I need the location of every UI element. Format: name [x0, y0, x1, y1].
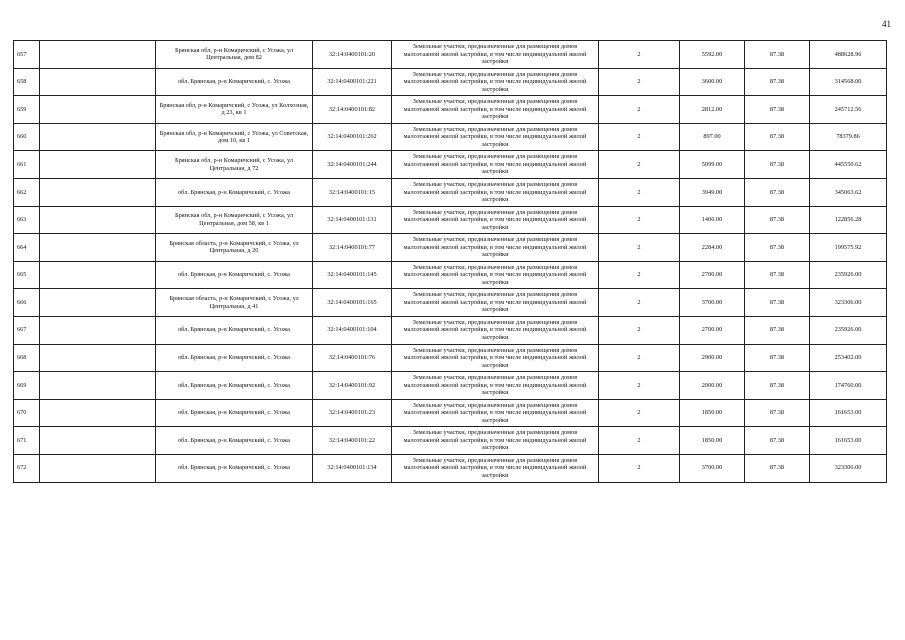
specific-value-cell: 87.38: [745, 68, 810, 96]
area-cell: 897.00: [680, 123, 745, 151]
spacer-cell: [40, 96, 156, 124]
address-cell: обл. Брянская, р-н Комаричский, с. Усожа: [156, 316, 313, 344]
area-cell: 3700.00: [680, 289, 745, 317]
cadastral-value-cell: 122856.28: [810, 206, 887, 234]
permitted-use-cell: Земельные участки, предназначенные для размещения домов малоэтажной жилой застройки, в том числе индивидуальной жилой застройки: [392, 206, 599, 234]
area-cell: 3600.00: [680, 68, 745, 96]
permitted-use-cell: Земельные участки, предназначенные для размещения домов малоэтажной жилой застройки, в том числе индивидуальной жилой застройки: [392, 96, 599, 124]
permitted-use-cell: Земельные участки, предназначенные для размещения домов малоэтажной жилой застройки, в том числе индивидуальной жилой застройки: [392, 151, 599, 179]
table-row: [14, 372, 887, 400]
permitted-use-cell: Земельные участки, предназначенные для размещения домов малоэтажной жилой застройки, в том числе индивидуальной жилой застройки: [392, 41, 599, 69]
cadastral-number-cell: 32:14:0400101:20: [313, 41, 392, 69]
row-number: 671: [14, 427, 40, 455]
specific-value-cell: 87.38: [745, 234, 810, 262]
area-cell: 3949.00: [680, 178, 745, 206]
row-number: 657: [14, 41, 40, 69]
cadastral-number-cell: 32:14:0400101:92: [313, 372, 392, 400]
table-row: [14, 234, 887, 262]
cadastral-number-cell: 32:14:0400101:221: [313, 68, 392, 96]
spacer-cell: [40, 234, 156, 262]
group-cell: 2: [599, 41, 680, 69]
permitted-use-cell: Земельные участки, предназначенные для размещения домов малоэтажной жилой застройки, в том числе индивидуальной жилой застройки: [392, 372, 599, 400]
group-cell: 2: [599, 316, 680, 344]
spacer-cell: [40, 454, 156, 482]
specific-value-cell: 87.38: [745, 206, 810, 234]
cadastral-value-cell: 78379.86: [810, 123, 887, 151]
permitted-use-cell: Земельные участки, предназначенные для размещения домов малоэтажной жилой застройки, в том числе индивидуальной жилой застройки: [392, 399, 599, 427]
cadastral-number-cell: 32:14:0400101:104: [313, 316, 392, 344]
cadastral-number-cell: 32:14:0400101:165: [313, 289, 392, 317]
address-cell: обл. Брянская, р-н Комаричский, с. Усожа: [156, 454, 313, 482]
cadastral-value-cell: 253402.00: [810, 344, 887, 372]
group-cell: 2: [599, 289, 680, 317]
specific-value-cell: 87.38: [745, 372, 810, 400]
address-cell: обл. Брянская, р-н Комаричский, с. Усожа: [156, 372, 313, 400]
cadastral-value-cell: 161653.00: [810, 427, 887, 455]
permitted-use-cell: Земельные участки, предназначенные для размещения домов малоэтажной жилой застройки, в том числе индивидуальной жилой застройки: [392, 454, 599, 482]
row-number: 660: [14, 123, 40, 151]
address-cell: обл. Брянская, р-н Комаричский, с. Усожа: [156, 178, 313, 206]
table-row: [14, 261, 887, 289]
cadastral-value-table: [13, 40, 887, 483]
address-cell: обл. Брянская, р-н Комаричский, с. Усожа: [156, 344, 313, 372]
permitted-use-cell: Земельные участки, предназначенные для размещения домов малоэтажной жилой застройки, в том числе индивидуальной жилой застройки: [392, 427, 599, 455]
cadastral-value-cell: 488628.96: [810, 41, 887, 69]
cadastral-number-cell: 32:14:0400101:244: [313, 151, 392, 179]
area-cell: 2000.00: [680, 372, 745, 400]
cadastral-number-cell: 32:14:0400101:134: [313, 454, 392, 482]
row-number: 658: [14, 68, 40, 96]
specific-value-cell: 87.38: [745, 41, 810, 69]
permitted-use-cell: Земельные участки, предназначенные для размещения домов малоэтажной жилой застройки, в том числе индивидуальной жилой застройки: [392, 316, 599, 344]
table-row: [14, 206, 887, 234]
row-number: 669: [14, 372, 40, 400]
group-cell: 2: [599, 372, 680, 400]
group-cell: 2: [599, 151, 680, 179]
table-body: [14, 41, 887, 483]
address-cell: Брянская обл, р-н Комаричский, с Усожа, ул Центральная, дом 58, кв 1: [156, 206, 313, 234]
address-cell: обл. Брянская, р-н Комаричский, с. Усожа: [156, 427, 313, 455]
group-cell: 2: [599, 96, 680, 124]
cadastral-number-cell: 32:14:0400101:262: [313, 123, 392, 151]
spacer-cell: [40, 41, 156, 69]
address-cell: обл. Брянская, р-н Комаричский, с. Усожа: [156, 399, 313, 427]
row-number: 662: [14, 178, 40, 206]
address-cell: Брянская обл, р-н Комаричский, с Усожа, ул Центральная, д 72: [156, 151, 313, 179]
address-cell: обл. Брянская, р-н Комаричский, с. Усожа: [156, 261, 313, 289]
group-cell: 2: [599, 68, 680, 96]
group-cell: 2: [599, 178, 680, 206]
group-cell: 2: [599, 206, 680, 234]
permitted-use-cell: Земельные участки, предназначенные для размещения домов малоэтажной жилой застройки, в том числе индивидуальной жилой застройки: [392, 234, 599, 262]
cadastral-value-cell: 314568.00: [810, 68, 887, 96]
group-cell: 2: [599, 344, 680, 372]
cadastral-value-cell: 245712.56: [810, 96, 887, 124]
table-row: [14, 454, 887, 482]
cadastral-value-cell: 445550.62: [810, 151, 887, 179]
specific-value-cell: 87.38: [745, 289, 810, 317]
specific-value-cell: 87.38: [745, 96, 810, 124]
area-cell: 2812.00: [680, 96, 745, 124]
cadastral-value-cell: 323306.00: [810, 454, 887, 482]
table-row: [14, 41, 887, 69]
specific-value-cell: 87.38: [745, 178, 810, 206]
cadastral-number-cell: 32:14:0400101:22: [313, 427, 392, 455]
area-cell: 2700.00: [680, 261, 745, 289]
group-cell: 2: [599, 427, 680, 455]
row-number: 672: [14, 454, 40, 482]
cadastral-value-cell: 174760.00: [810, 372, 887, 400]
table-row: [14, 399, 887, 427]
area-cell: 3700.00: [680, 454, 745, 482]
spacer-cell: [40, 206, 156, 234]
cadastral-number-cell: 32:14:0400101:23: [313, 399, 392, 427]
specific-value-cell: 87.38: [745, 261, 810, 289]
specific-value-cell: 87.38: [745, 151, 810, 179]
permitted-use-cell: Земельные участки, предназначенные для размещения домов малоэтажной жилой застройки, в том числе индивидуальной жилой застройки: [392, 123, 599, 151]
spacer-cell: [40, 123, 156, 151]
area-cell: 2900.00: [680, 344, 745, 372]
specific-value-cell: 87.38: [745, 399, 810, 427]
row-number: 659: [14, 96, 40, 124]
row-number: 667: [14, 316, 40, 344]
cadastral-value-cell: 235926.00: [810, 261, 887, 289]
spacer-cell: [40, 316, 156, 344]
area-cell: 2700.00: [680, 316, 745, 344]
spacer-cell: [40, 151, 156, 179]
row-number: 665: [14, 261, 40, 289]
specific-value-cell: 87.38: [745, 454, 810, 482]
page-number: 41: [882, 19, 891, 29]
spacer-cell: [40, 344, 156, 372]
cadastral-value-cell: 199575.92: [810, 234, 887, 262]
cadastral-number-cell: 32:14:0400101:131: [313, 206, 392, 234]
specific-value-cell: 87.38: [745, 344, 810, 372]
table-row: [14, 316, 887, 344]
spacer-cell: [40, 399, 156, 427]
cadastral-number-cell: 32:14:0400101:76: [313, 344, 392, 372]
table-row: [14, 289, 887, 317]
spacer-cell: [40, 68, 156, 96]
spacer-cell: [40, 261, 156, 289]
area-cell: 1850.00: [680, 427, 745, 455]
group-cell: 2: [599, 234, 680, 262]
area-cell: 1406.00: [680, 206, 745, 234]
cadastral-value-cell: 345063.62: [810, 178, 887, 206]
cadastral-value-cell: 235926.00: [810, 316, 887, 344]
spacer-cell: [40, 372, 156, 400]
row-number: 661: [14, 151, 40, 179]
spacer-cell: [40, 427, 156, 455]
row-number: 670: [14, 399, 40, 427]
group-cell: 2: [599, 261, 680, 289]
table-row: [14, 96, 887, 124]
group-cell: 2: [599, 399, 680, 427]
area-cell: 5099.00: [680, 151, 745, 179]
table-row: [14, 68, 887, 96]
group-cell: 2: [599, 123, 680, 151]
table-row: [14, 151, 887, 179]
area-cell: 5592.00: [680, 41, 745, 69]
spacer-cell: [40, 289, 156, 317]
address-cell: обл. Брянская, р-н Комаричский, с. Усожа: [156, 68, 313, 96]
cadastral-value-cell: 161653.00: [810, 399, 887, 427]
address-cell: Брянская область, р-н Комаричский, с Усожа, ул Центральная, д 20: [156, 234, 313, 262]
cadastral-number-cell: 32:14:0400101:15: [313, 178, 392, 206]
address-cell: Брянская обл, р-н Комаричский, с Усожа, ул Советская, дом 10, кв 1: [156, 123, 313, 151]
spacer-cell: [40, 178, 156, 206]
specific-value-cell: 87.38: [745, 123, 810, 151]
row-number: 666: [14, 289, 40, 317]
specific-value-cell: 87.38: [745, 427, 810, 455]
area-cell: 1850.00: [680, 399, 745, 427]
cadastral-number-cell: 32:14:0400101:77: [313, 234, 392, 262]
permitted-use-cell: Земельные участки, предназначенные для размещения домов малоэтажной жилой застройки, в том числе индивидуальной жилой застройки: [392, 261, 599, 289]
address-cell: Брянская область, р-н Комаричский, с Усожа, ул Центральная, д 41: [156, 289, 313, 317]
table-row: [14, 427, 887, 455]
permitted-use-cell: Земельные участки, предназначенные для размещения домов малоэтажной жилой застройки, в том числе индивидуальной жилой застройки: [392, 289, 599, 317]
specific-value-cell: 87.38: [745, 316, 810, 344]
group-cell: 2: [599, 454, 680, 482]
table-row: [14, 178, 887, 206]
row-number: 664: [14, 234, 40, 262]
row-number: 668: [14, 344, 40, 372]
cadastral-value-cell: 323306.00: [810, 289, 887, 317]
permitted-use-cell: Земельные участки, предназначенные для размещения домов малоэтажной жилой застройки, в том числе индивидуальной жилой застройки: [392, 344, 599, 372]
row-number: 663: [14, 206, 40, 234]
table-row: [14, 123, 887, 151]
address-cell: Брянская обл, р-н Комаричский, с Усожа, ул Колхозная, д 23, кв 1: [156, 96, 313, 124]
address-cell: Брянская обл, р-н Комаричский, с Усожа, ул Центральная, дом 82: [156, 41, 313, 69]
cadastral-number-cell: 32:14:0400101:82: [313, 96, 392, 124]
cadastral-number-cell: 32:14:0400101:145: [313, 261, 392, 289]
permitted-use-cell: Земельные участки, предназначенные для размещения домов малоэтажной жилой застройки, в том числе индивидуальной жилой застройки: [392, 178, 599, 206]
area-cell: 2284.00: [680, 234, 745, 262]
permitted-use-cell: Земельные участки, предназначенные для размещения домов малоэтажной жилой застройки, в том числе индивидуальной жилой застройки: [392, 68, 599, 96]
table-row: [14, 344, 887, 372]
